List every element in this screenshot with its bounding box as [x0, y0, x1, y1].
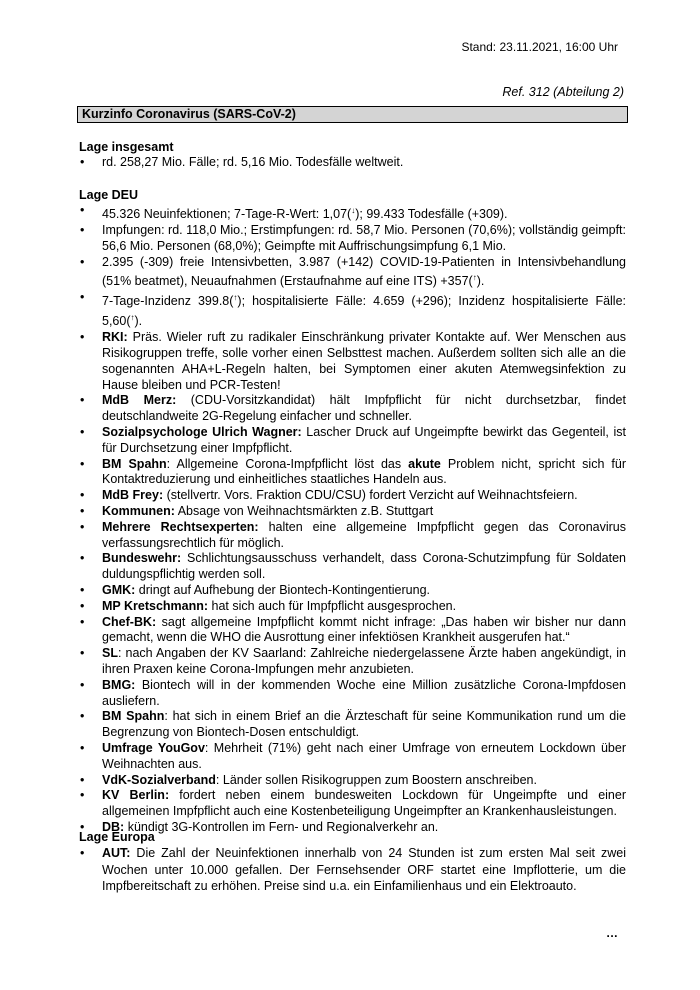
list-item: • KV Berlin: fordert neben einem bundesweiten Lockdown für Ungeimpfte und einer allgemeinen Impfpflicht auch eine Kostenbeteiligung Ungeimpfter an Krankenhausleistungen. [80, 788, 626, 819]
list-item: • Kommunen: Absage von Weihnachtsmärkten z.B. Stuttgart [80, 503, 434, 518]
bullet-icon: • [80, 503, 85, 518]
list-item: • MdB Merz: (CDU-Vorsitzkandidat) hält Impfpflicht für nicht durchsetzbar, findet deutschlandweite 2G-Regelung einfacher und schneller. [80, 393, 626, 424]
bullet-icon: • [80, 788, 85, 803]
list-item: • BM Spahn: hat sich in einem Brief an die Ärzteschaft für seine Kommunikation rund um die Begrenzung von Biontech-Dosen entschuldigt. [80, 709, 626, 740]
section-heading: Lage DEU [79, 188, 139, 202]
bullet-icon: • [80, 393, 85, 408]
trend-up-icon: ↑ [130, 313, 135, 323]
bullet-list [79, 155, 626, 171]
bullet-icon: • [80, 598, 85, 613]
section-heading: Lage Europa [79, 830, 155, 844]
bullet-icon: • [80, 551, 85, 566]
section-lage-deu [79, 187, 626, 836]
bullet-icon: • [80, 846, 85, 860]
list-item: • DB: kündigt 3G-Kontrollen im Fern- und Regionalverkehr an. [80, 819, 439, 834]
continuation-marker: ... [606, 926, 618, 940]
bullet-icon: • [80, 222, 85, 237]
trend-up-icon: ↑ [233, 293, 238, 303]
bullet-icon: • [80, 740, 85, 755]
list-item: • Impfungen: rd. 118,0 Mio.; Erstimpfungen: rd. 58,7 Mio. Personen (70,6%); vollständig geimpft: 56,6 Mio. Personen (68,0%); Geimpfte mit Auffrischungsimpfung 6,1 Mio. [80, 222, 626, 253]
section-lage-insgesamt [79, 139, 626, 171]
list-item: • rd. 258,27 Mio. Fälle; rd. 5,16 Mio. Todesfälle weltweit. [80, 155, 404, 169]
list-item: • Chef-BK: sagt allgemeine Impfpflicht kommt nicht infrage: „Das haben wir bisher nur dann gemacht, wenn die WHO die Ausrottung einer infektiösen Krankheit ausgerufen hat.“ [80, 614, 626, 645]
trend-up-icon: ↑ [472, 273, 477, 283]
bullet-icon: • [80, 155, 85, 169]
bullet-icon: • [80, 456, 85, 471]
bullet-list [79, 845, 626, 895]
list-item: • MdB Frey: (stellvertr. Vors. Fraktion CDU/CSU) fordert Verzicht auf Weihnachtsfeiern. [80, 488, 578, 503]
bullet-icon: • [80, 772, 85, 787]
list-item: • 2.395 (-309) freie Intensivbetten, 3.987 (+142) COVID-19-Patienten in Intensivbehandlung (51% beatmet), Neuaufnahmen (Erstaufnahme auf eine ITS) +357(↑). [80, 254, 626, 289]
list-item: • BMG: Biontech will in der kommenden Woche eine Million zusätzliche Corona-Impfdosen ausliefern. [80, 677, 626, 708]
list-item: • Mehrere Rechtsexperten: halten eine allgemeine Impfpflicht gegen das Coronavirus verfassungsrechtlich für möglich. [80, 519, 626, 550]
section-lage-europa [79, 829, 626, 895]
reference: Ref. 312 (Abteilung 2) [502, 85, 624, 99]
list-item: • SL: nach Angaben der KV Saarland: Zahlreiche niedergelassene Ärzte haben angekündigt, in ihren Praxen keine Corona-Impfungen mehr anzubieten. [80, 646, 626, 676]
list-item: • 7-Tage-Inzidenz 399.8(↑); hospitalisierte Fälle: 4.659 (+296); Inzidenz hospitalisierte Fälle: 5,60(↑). [80, 290, 627, 329]
list-item: • BM Spahn: Allgemeine Corona-Impfpflicht löst das akute Problem nicht, spricht sich für Kontaktreduzierung und einheitliches staatliches Handeln aus. [80, 456, 627, 487]
list-item: • GMK: dringt auf Aufhebung der Biontech-Kontingentierung. [80, 582, 430, 597]
list-item: • MP Kretschmann: hat sich auch für Impfpflicht ausgesprochen. [80, 598, 457, 613]
list-item: • AUT: Die Zahl der Neuinfektionen innerhalb von 24 Stunden ist zum ersten Mal seit zwei Wochen unter 10.000 gefallen. Der Fernsehsender ORF startet eine Impflotterie, um die Impfbereitschaft zu erhöhen. Preise sind u.a. ein Einfamilienhaus und ein Elektroauto. [80, 846, 626, 893]
list-item: • RKI: Präs. Wieler ruft zu radikaler Einschränkung privater Kontakte auf. Wer Menschen aus Risikogruppen treffe, solle vorher einen Selbsttest machen. Außerdem sollten sich alle an die sogenannten AHA+L-Regeln halten, bei Symptomen einer akuten Atemwegsinfektion zu Hause bleiben und PCR-Testen! [80, 330, 626, 392]
bullet-icon: • [80, 819, 85, 834]
bullet-icon: • [80, 519, 85, 534]
list-item: • Bundeswehr: Schlichtungsausschuss verhandelt, dass Corona-Schutzimpfung für Soldaten duldungspflichtig werden soll. [80, 551, 626, 582]
list-item: • 45.326 Neuinfektionen; 7-Tage-R-Wert: 1,07(↓); 99.433 Todesfälle (+309). [80, 203, 508, 222]
bullet-icon: • [80, 203, 85, 217]
bullet-icon: • [80, 330, 85, 345]
bullet-icon: • [80, 677, 85, 692]
list-item: • Umfrage YouGov: Mehrheit (71%) geht nach einer Umfrage von erneutem Lockdown über Weihnachten aus. [80, 740, 627, 771]
bullet-icon: • [80, 582, 85, 597]
bullet-icon: • [80, 709, 85, 724]
list-item: • Sozialpsychologe Ulrich Wagner: Lascher Druck auf Ungeimpfte bewirkt das Gegenteil, ist für Durchsetzung einer Impfpflicht. [80, 424, 626, 455]
bullet-icon: • [80, 424, 85, 439]
status-date: Stand: 23.11.2021, 16:00 Uhr [461, 40, 618, 54]
bullet-icon: • [80, 254, 85, 269]
trend-down-icon: ↓ [351, 206, 356, 215]
list-item: • VdK-Sozialverband: Länder sollen Risikogruppen zum Boostern anschreiben. [80, 772, 537, 787]
bullet-icon: • [80, 290, 85, 305]
section-heading: Lage insgesamt [79, 140, 174, 154]
bullet-icon: • [80, 614, 85, 629]
bullet-icon: • [80, 646, 85, 661]
bullet-icon: • [80, 488, 85, 503]
bullet-list [79, 203, 626, 836]
document-title: Kurzinfo Coronavirus (SARS-CoV-2) [77, 106, 628, 123]
